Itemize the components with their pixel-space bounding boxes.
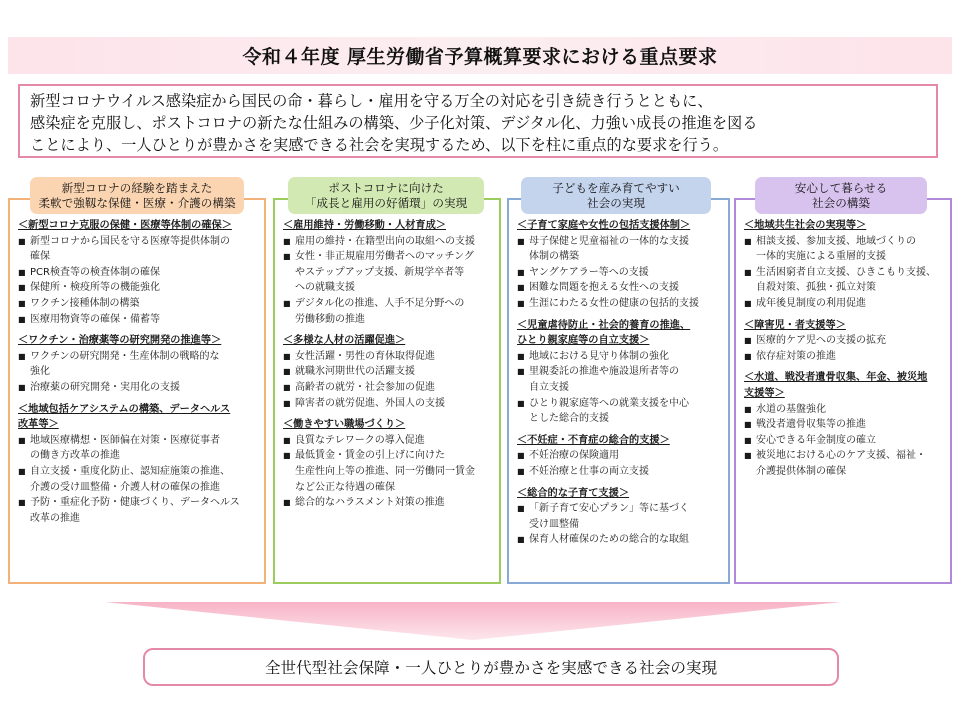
section (517, 318, 721, 427)
list-item (18, 280, 257, 296)
list-item-line: ■ 母子保健と児童福祉の一体的な支援 (529, 235, 689, 247)
title-bar (8, 37, 952, 74)
list-item (517, 364, 721, 395)
list-item (18, 234, 257, 265)
section (18, 333, 257, 395)
list-item-line: やステップアップ支援、新規学卒者等 (295, 266, 465, 278)
list-item-line: とした総合的支援 (529, 413, 609, 425)
section-title-line: ＜新型コロナ克服の保健・医療等体制の確保＞ (18, 220, 232, 231)
section-title-line: ひとり親家庭等の自立支援＞ (517, 335, 650, 347)
list-item (517, 464, 721, 480)
list-item-line: 生産性向上等の推進、同一労働同一賃金 (295, 465, 475, 477)
column-header-line: 社会の実現 (587, 195, 645, 210)
section (517, 433, 721, 480)
list-item-line: ■ 地域における見守り体制の強化 (529, 350, 669, 362)
section-title-line: 支援等＞ (744, 387, 785, 399)
list-item-line: ■ 「新子育て安心プラン」等に基づく (529, 503, 689, 515)
intro-line: ことにより、一人ひとりが豊かさを実感できる社会を実現するため、以下を柱に重点的な要求を行う。 (30, 136, 729, 154)
column-secure-living (734, 195, 952, 584)
list-item (744, 333, 943, 349)
list-item-line: ■ ワクチンの研究開発・生産体制の戦略的な (30, 350, 220, 362)
section-title (283, 333, 492, 349)
list-item (283, 234, 492, 250)
column-header-line: 「成長と雇用の好循環」の実現 (304, 195, 468, 210)
intro-line: 感染症を克服し、ポストコロナの新たな仕組みの構築、少子化対策、デジタル化、力強い成長の推進を図る (30, 114, 758, 132)
section-title (517, 486, 721, 502)
list-item-line: ■ デジタル化の推進、人手不足分野への (295, 297, 465, 309)
list-item (517, 265, 721, 281)
list-item-line: 自殺対策、孤独・孤立対策 (756, 282, 876, 294)
list-item-line: ■ 不妊治療と仕事の両立支援 (529, 465, 649, 477)
column-header-line: ポストコロナに向けた (328, 180, 444, 195)
list-item-line: ■ 被災地における心のケア支援、福祉・ (756, 450, 926, 462)
list-item (283, 349, 492, 365)
section-title (517, 318, 721, 349)
intro-line: 新型コロナウイルス感染症から国民の命・暮らし・雇用を守る万全の対応を引き続き行うとともに、 (30, 92, 713, 110)
list-item-line: の働き方改革の推進 (30, 450, 120, 462)
list-item (283, 249, 492, 296)
section-title (744, 370, 943, 401)
section (517, 218, 721, 312)
column-header-child-rearing (521, 177, 711, 214)
list-item (18, 433, 257, 464)
item-list (18, 433, 257, 527)
section-title (517, 218, 721, 234)
list-item (517, 234, 721, 265)
list-item-line: ■ 相談支援、参加支援、地域づくりの (756, 235, 916, 247)
section-title (744, 218, 943, 234)
list-item-line: ■ 困難な問題を抱える女性への支援 (529, 282, 679, 294)
list-item-line: ■ PCR検査等の検査体制の確保 (30, 266, 160, 278)
section (283, 218, 492, 327)
list-item (18, 464, 257, 495)
section-title-line: ＜働きやすい職場づくり＞ (283, 419, 406, 431)
column-header-line: 子どもを産み育てやすい (552, 180, 680, 195)
section-title-line: ＜水道、戦没者遺骨収集、年金、被災地 (744, 372, 928, 384)
item-list (744, 234, 943, 312)
section-title (18, 402, 257, 433)
list-item-line: ■ 新型コロナから国民を守る医療等提供体制の (30, 235, 230, 247)
item-list (18, 349, 257, 396)
section-title-line: 改革等＞ (18, 419, 59, 431)
list-item-line: ■ ヤングケアラー等への支援 (529, 266, 649, 278)
item-list (517, 234, 721, 312)
list-item (517, 280, 721, 296)
list-item-line: 確保 (30, 251, 50, 263)
list-item (517, 532, 721, 548)
list-item-line: など公正な待遇の確保 (295, 481, 395, 493)
section (744, 370, 943, 479)
section-title (283, 417, 492, 433)
column-header-growth-employment (288, 177, 484, 214)
item-list (283, 234, 492, 328)
list-item-line: ■ 就職氷河期世代の活躍支援 (295, 366, 415, 378)
column-header-line: 柔軟で強靱な保健・医療・介護の構築 (38, 195, 236, 210)
section-title-line: ＜雇用維持・労働移動・人材育成＞ (283, 220, 446, 231)
item-list (18, 234, 257, 328)
column-child-rearing (507, 195, 730, 584)
section (283, 333, 492, 411)
item-list (283, 433, 492, 511)
list-item-line: ■ ひとり親家庭等への就業支援を中心 (529, 397, 689, 409)
list-item-line: ■ 良質なテレワークの導入促進 (295, 434, 425, 446)
list-item (744, 349, 943, 365)
list-item-line: ■ 保健所・検疫所等の機能強化 (30, 282, 160, 294)
list-item (744, 265, 943, 296)
list-item-line: ■ 自立支援・重度化防止、認知症施策の推進、 (30, 465, 230, 477)
list-item-line: ■ 総合的なハラスメント対策の推進 (295, 497, 445, 509)
item-list (283, 349, 492, 411)
section-title-line: ＜ワクチン・治療薬等の研究開発の推進等＞ (18, 335, 222, 347)
list-item (283, 448, 492, 495)
list-item-line: 介護の受け皿整備・介護人材の確保の推進 (30, 481, 220, 493)
section-title-line: ＜不妊症・不育症の総合的支援＞ (517, 434, 670, 446)
list-item (283, 364, 492, 380)
list-item (283, 296, 492, 327)
list-item (18, 312, 257, 328)
list-item-line: 体制の構築 (529, 251, 579, 263)
list-item (283, 380, 492, 396)
list-item (517, 396, 721, 427)
column-header-line: 社会の構築 (812, 195, 870, 210)
list-item (18, 349, 257, 380)
list-item (283, 396, 492, 412)
section (18, 218, 257, 327)
list-item-line: ■ 女性活躍・男性の育休取得促進 (295, 350, 435, 362)
list-item-line: ■ 生涯にわたる女性の健康の包括的支援 (529, 297, 699, 309)
section-title (283, 218, 492, 234)
section-title (744, 318, 943, 334)
list-item-line: ■ 成年後見制度の利用促進 (756, 297, 866, 309)
column-medical-care (8, 195, 266, 584)
list-item-line: ■ 戦没者遺骨収集等の推進 (756, 419, 866, 431)
list-item (283, 495, 492, 511)
list-item-line: ■ 高齢者の就労・社会参加の促進 (295, 381, 435, 393)
list-item-line: ■ ワクチン接種体制の構築 (30, 297, 140, 309)
item-list (517, 501, 721, 548)
list-item (517, 501, 721, 532)
section-title-line: ＜児童虐待防止・社会的養育の推進、 (517, 319, 691, 331)
section-title-line: ＜地域包括ケアシステムの構築、データヘルス (18, 403, 231, 415)
list-item-line: への就職支援 (295, 282, 355, 294)
footer-goal-text: 全世代型社会保障・一人ひとりが豊かさを実感できる社会の実現 (264, 659, 718, 677)
list-item-line: 強化 (30, 366, 50, 378)
column-header-line: 安心して暮らせる (794, 180, 888, 195)
list-item (283, 433, 492, 449)
item-list (744, 402, 943, 480)
item-list (517, 448, 721, 479)
list-item-line: 改革の推進 (30, 512, 80, 524)
list-item-line: 自立支援 (529, 381, 569, 393)
list-item (18, 296, 257, 312)
section-title-line: ＜多様な人材の活躍促進＞ (283, 335, 406, 347)
list-item-line: ■ 水道の基盤強化 (756, 403, 826, 415)
list-item-line: ■ 不妊治療の保険適用 (529, 450, 619, 462)
list-item-line: 一体的実施による重層的支援 (756, 251, 886, 263)
section (283, 417, 492, 511)
list-item (744, 234, 943, 265)
footer-goal-box (143, 648, 839, 686)
list-item (18, 265, 257, 281)
list-item (744, 417, 943, 433)
item-list (517, 349, 721, 427)
section (517, 486, 721, 548)
list-item (18, 495, 257, 526)
list-item-line: ■ 医療的ケア児への支援の拡充 (756, 335, 886, 347)
item-list (744, 333, 943, 364)
section-title-line: ＜総合的な子育て支援＞ (517, 487, 630, 499)
list-item-line: ■ 雇用の維持・在籍型出向の取組への支援 (295, 235, 475, 247)
list-item-line: 受け皿整備 (529, 518, 579, 530)
list-item-line: 労働移動の推進 (295, 313, 365, 325)
section (18, 402, 257, 527)
list-item-line: ■ 里親委託の推進や施設退所者等の (529, 366, 679, 378)
list-item-line: ■ 障害者の就労促進、外国人の支援 (295, 397, 445, 409)
list-item-line: ■ 生活困窮者自立支援、ひきこもり支援、 (756, 266, 936, 278)
intro-box (18, 84, 938, 158)
list-item-line: ■ 最低賃金・賃金の引上げに向けた (295, 450, 445, 462)
list-item-line: ■ 医療用物資等の確保・備蓄等 (30, 313, 160, 325)
section (744, 218, 943, 312)
list-item-line: ■ 治療薬の研究開発・実用化の支援 (30, 381, 180, 393)
section-title (18, 333, 257, 349)
section-title (517, 433, 721, 449)
list-item (744, 402, 943, 418)
section (744, 318, 943, 365)
list-item-line: ■ 依存症対策の推進 (756, 350, 836, 362)
column-header-line: 新型コロナの経験を踏まえた (61, 180, 213, 195)
list-item-line: ■ 女性・非正規雇用労働者へのマッチング (295, 251, 474, 263)
list-item-line: ■ 安心できる年金制度の確立 (756, 434, 876, 446)
list-item-line: ■ 予防・重症化予防・健康づくり、データヘルス (30, 497, 240, 509)
down-arrow-shape (105, 602, 841, 640)
list-item (744, 448, 943, 479)
list-item (517, 448, 721, 464)
page-title: 令和４年度 厚生労働省予算概算要求における重点要求 (242, 46, 718, 68)
section-title-line: ＜子育て家庭や女性の包括支援体制＞ (517, 220, 691, 231)
section-title-line: ＜地域共生社会の実現等＞ (744, 220, 867, 231)
list-item-line: 介護提供体制の確保 (756, 465, 846, 477)
list-item (517, 296, 721, 312)
list-item (18, 380, 257, 396)
column-growth-employment (273, 195, 501, 584)
list-item (744, 296, 943, 312)
section-title (18, 218, 257, 234)
list-item-line: ■ 地域医療構想・医師偏在対策・医療従事者 (30, 434, 220, 446)
list-item-line: ■ 保育人材確保のための総合的な取組 (529, 534, 689, 546)
list-item (517, 349, 721, 365)
section-title-line: ＜障害児・者支援等＞ (744, 319, 846, 331)
list-item (744, 433, 943, 449)
column-header-medical-care (30, 177, 244, 214)
column-header-secure-living (755, 177, 927, 214)
